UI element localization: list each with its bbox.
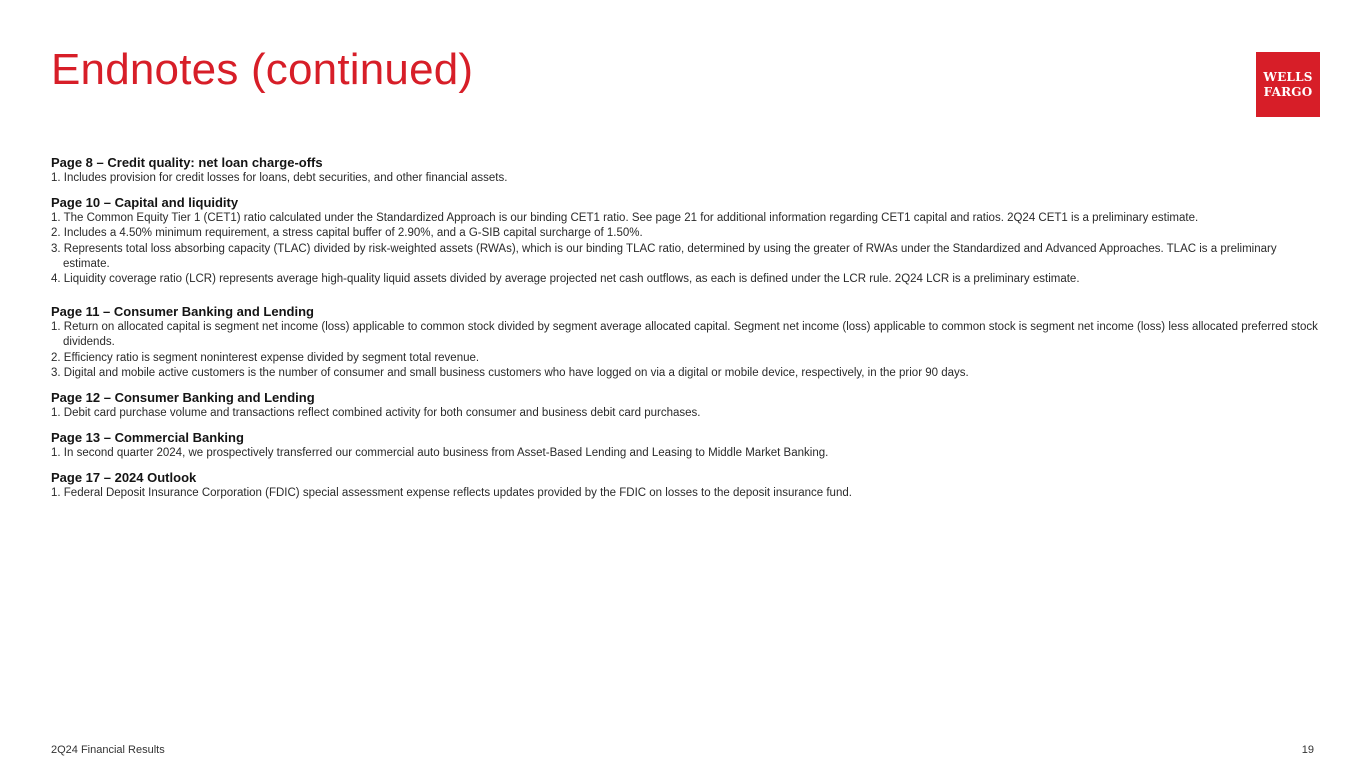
note-list [51, 320, 1319, 381]
logo-line-2: FARGO [1263, 84, 1313, 99]
endnote-item: 1. The Common Equity Tier 1 (CET1) ratio calculated under the Standardized Approach is our binding CET1 ratio. See page 21 for additional information regarding CET1 capital and ratios. 2Q24 CET1 is a preliminary estimate. [51, 212, 1199, 225]
endnote-section-page-17 [51, 469, 1319, 501]
endnote-item: 4. Liquidity coverage ratio (LCR) represents average high-quality liquid assets divided by average projected net cash outflows, as each is defined under the LCR rule. 2Q24 LCR is a preliminary estimate. [51, 273, 1080, 286]
note-list [51, 446, 1319, 461]
note-list [51, 486, 1319, 501]
section-heading: Page 12 – Consumer Banking and Lending [51, 390, 315, 406]
wells-fargo-logo [1256, 52, 1320, 117]
endnote-section-page-12 [51, 389, 1319, 421]
endnote-section-page-8 [51, 154, 1319, 186]
note-list [51, 211, 1319, 287]
endnote-item: 1. In second quarter 2024, we prospectively transferred our commercial auto business from Asset-Based Lending and Leasing to Middle Market Banking. [51, 447, 829, 460]
endnote-item: 1. Includes provision for credit losses for loans, debt securities, and other financial assets. [51, 172, 508, 184]
endnote-item: 1. Return on allocated capital is segment net income (loss) applicable to common stock divided by segment average allocated capital. Segment net income (loss) applicable to common stock is segment net income (loss) less allocated preferred stock dividends. [51, 321, 1318, 349]
endnote-item: 1. Federal Deposit Insurance Corporation (FDIC) special assessment expense reflects updates provided by the FDIC on losses to the deposit insurance fund. [51, 487, 852, 500]
footer-report-title: 2Q24 Financial Results [51, 744, 165, 756]
endnotes-content [51, 154, 1319, 510]
endnote-section-page-11 [51, 303, 1319, 381]
section-heading: Page 17 – 2024 Outlook [51, 470, 197, 486]
note-list [51, 171, 1319, 186]
endnote-item: 2. Efficiency ratio is segment noninterest expense divided by segment total revenue. [51, 351, 480, 364]
logo-line-1: WELLS [1263, 69, 1313, 84]
section-heading: Page 13 – Commercial Banking [51, 430, 244, 446]
section-heading: Page 11 – Consumer Banking and Lending [51, 304, 314, 320]
endnote-item: 3. Represents total loss absorbing capacity (TLAC) divided by risk-weighted assets (RWAs), which is our binding TLAC ratio, determined by using the greater of RWAs under the Standardized and Advanced Approaches. TLAC is a preliminary estimate. [51, 242, 1277, 270]
page-title: Endnotes (continued) [51, 45, 474, 94]
section-heading: Page 8 – Credit quality: net loan charge-offs [51, 155, 323, 170]
section-heading: Page 10 – Capital and liquidity [51, 195, 239, 211]
endnote-item: 1. Debit card purchase volume and transactions reflect combined activity for both consumer and business debit card purchases. [51, 407, 701, 420]
endnote-section-page-13 [51, 429, 1319, 461]
endnote-item: 3. Digital and mobile active customers is the number of consumer and small business customers who have logged on via a digital or mobile device, respectively, in the prior 90 days. [51, 366, 969, 379]
endnote-item: 2. Includes a 4.50% minimum requirement, a stress capital buffer of 2.90%, and a G-SIB capital surcharge of 1.50%. [51, 227, 643, 240]
endnote-section-page-10 [51, 194, 1319, 287]
footer-page-number: 19 [1301, 744, 1314, 756]
note-list [51, 406, 1319, 421]
